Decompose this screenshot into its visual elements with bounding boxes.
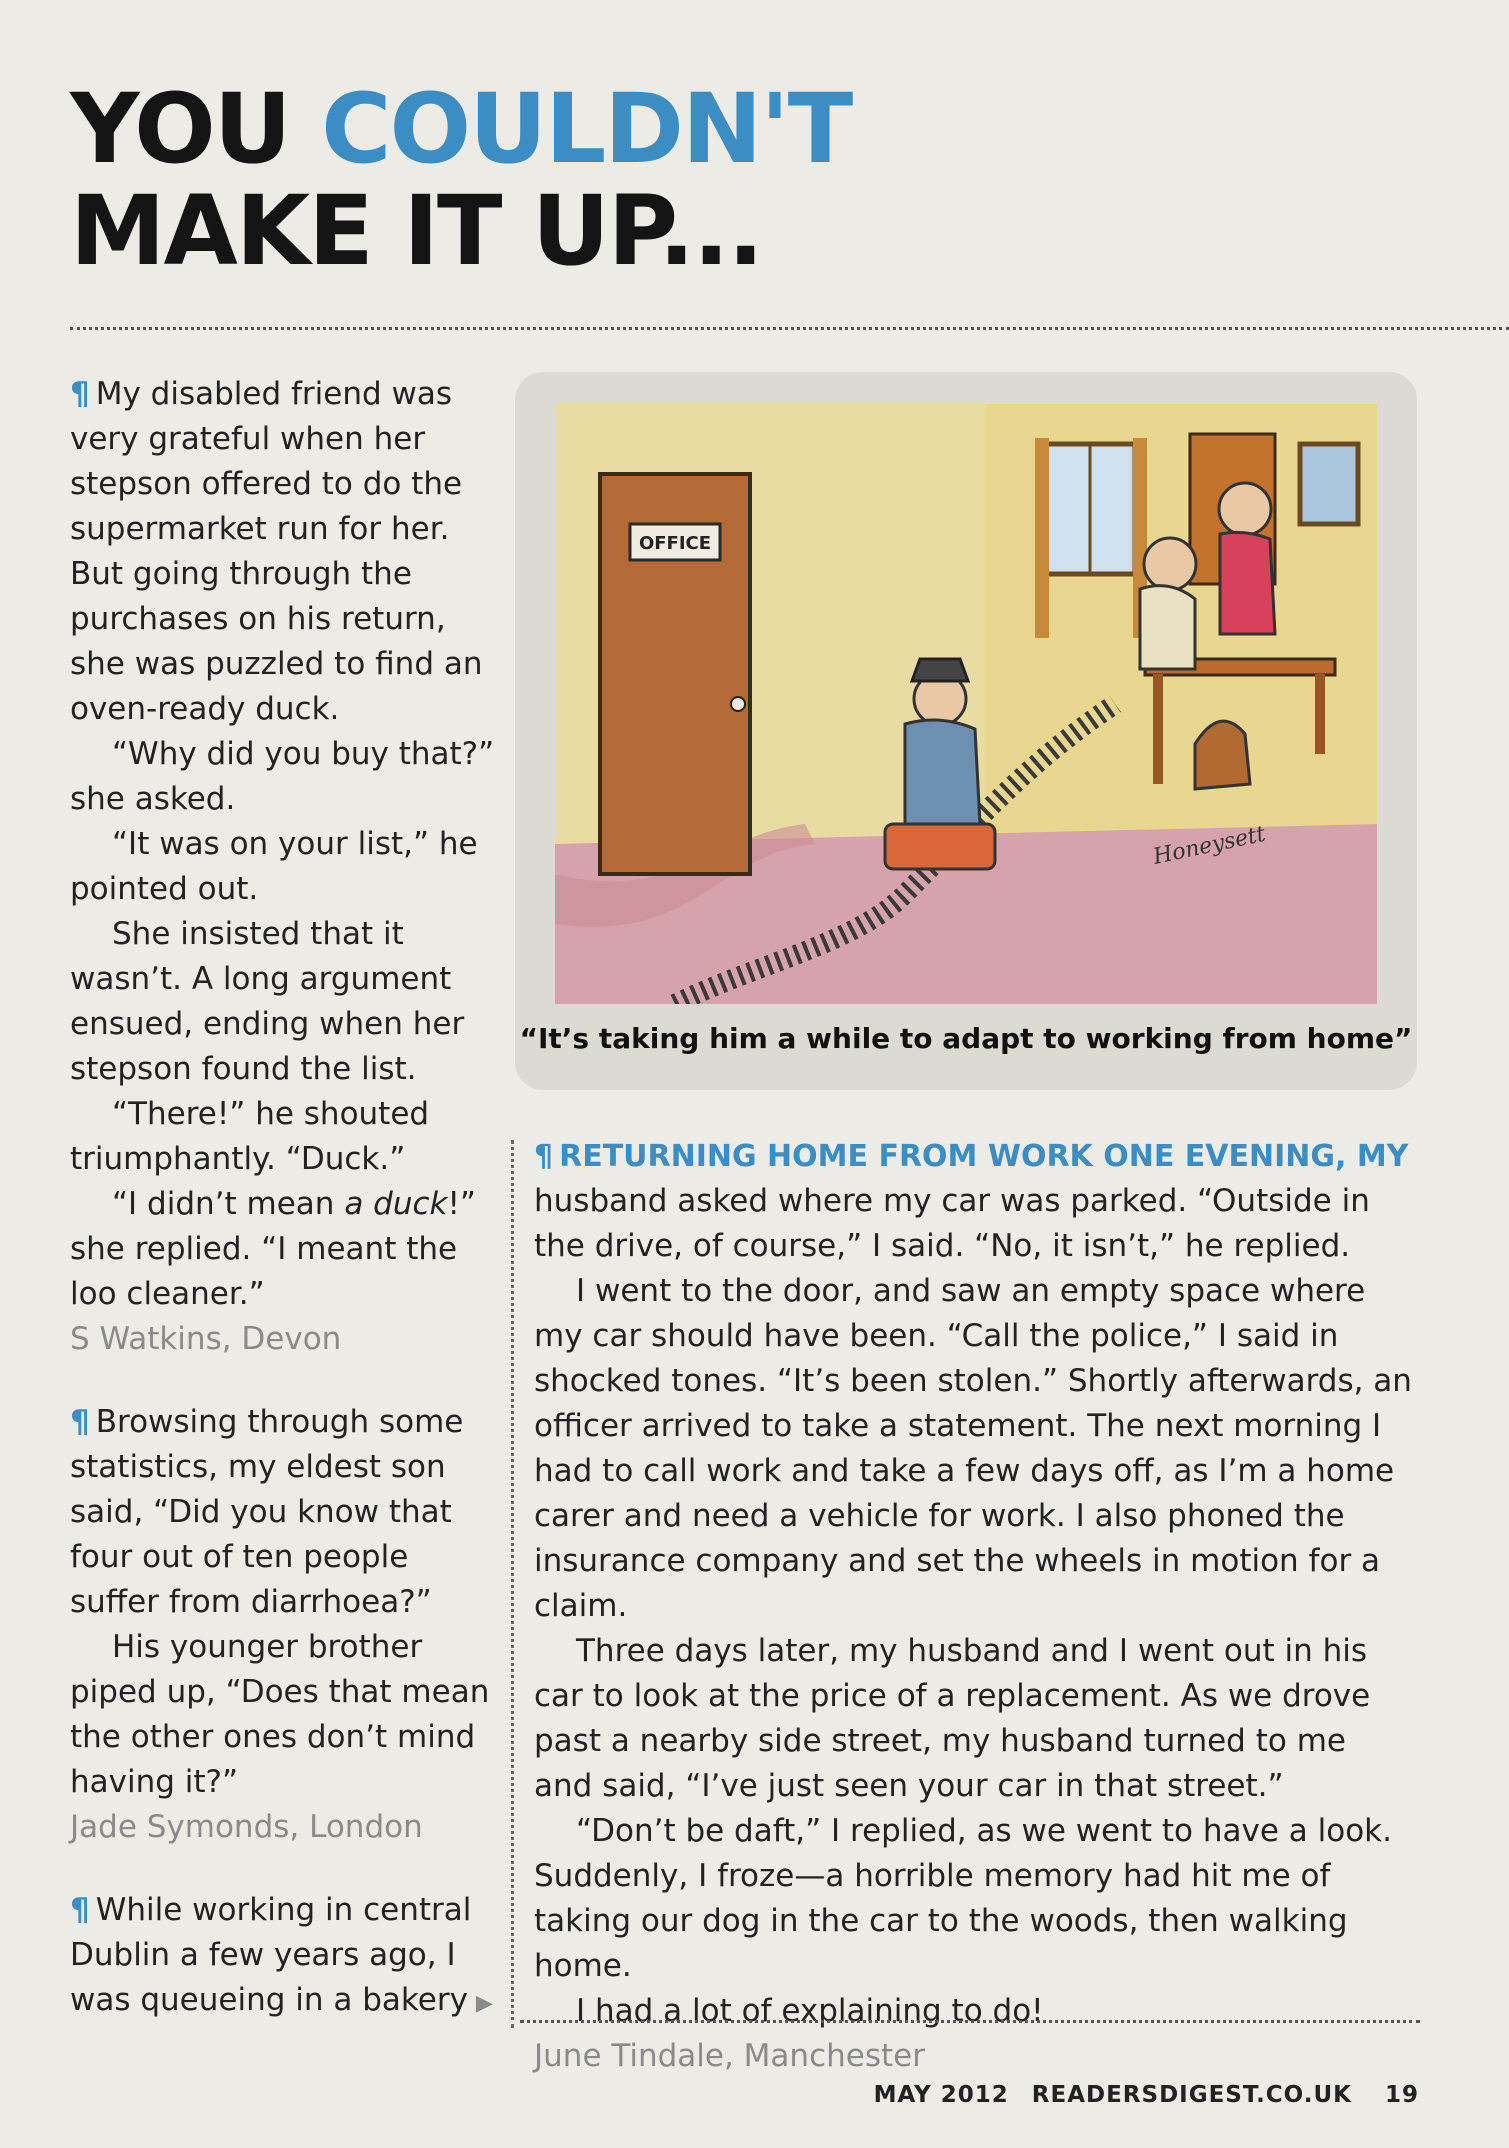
cartoon-seated-man-body [1140, 586, 1195, 669]
cartoon-wall-picture [1300, 444, 1358, 524]
story-paragraph: “Why did you buy that?” she asked. [70, 736, 495, 817]
story-credit: S Watkins, Devon [70, 1321, 342, 1357]
pilcrow-icon: ¶ [70, 1892, 90, 1928]
page-number: 19 [1384, 2082, 1419, 2108]
text-run: “I didn’t mean [112, 1186, 345, 1222]
cartoon-table-leg [1315, 674, 1325, 754]
cartoon-caption: “It’s taking him a while to adapt to working from home” [519, 1022, 1413, 1055]
cartoon-panel [515, 372, 1417, 1090]
cartoon-door-sign-text: OFFICE [638, 533, 712, 554]
lead-text: RETURNING HOME FROM WORK ONE EVENING, MY [559, 1139, 1409, 1174]
story-dublin-bakery [70, 1888, 500, 2026]
cartoon-commuter-body [905, 720, 980, 824]
left-column [70, 372, 500, 2064]
cartoon-illustration [555, 404, 1377, 1004]
cartoon-door-knob [731, 697, 745, 711]
story-paragraph [70, 1182, 500, 1317]
story-paragraph: My disabled friend was very grateful when her stepson offered to do the supermarket run for her. But going through the purchases on his return, she was puzzled to find an oven-ready duck. [70, 376, 483, 727]
footer-issue: MAY 2012 [873, 2082, 1009, 2108]
main-story-lead [534, 1139, 1408, 1174]
headline-word-you: YOU [70, 73, 322, 185]
footer-site: READERSDIGEST.CO.UK [1031, 2082, 1352, 2108]
bottom-dotted-rule [520, 2020, 1420, 2023]
story-paragraph: His younger brother piped up, “Does that mean the other ones don’t mind having it?” [70, 1629, 490, 1800]
headline-line-2: MAKE IT UP... [70, 175, 762, 287]
cartoon-woman-body [1220, 532, 1275, 634]
cartoon-signature: Honeysett [1151, 821, 1268, 870]
emphasis-text: a duck [344, 1186, 448, 1222]
headline-accent: COULDN'T [321, 73, 852, 185]
story-paragraph: “Don’t be daft,” I replied, as we went to have a look. Suddenly, I froze—a horrible memory had hit me of taking our dog in the car to the woods, then walking home. [534, 1813, 1392, 1984]
top-dotted-rule [70, 327, 1509, 330]
pilcrow-icon: ¶ [70, 1404, 90, 1440]
story-credit: June Tindale, Manchester [534, 2038, 925, 2074]
story-credit: Jade Symonds, London [70, 1809, 423, 1845]
text-run: !” she replied. “I meant the loo cleaner.” [70, 1186, 476, 1312]
page-headline [70, 73, 852, 287]
story-statistics [70, 1400, 500, 1850]
cartoon-table-leg [1153, 674, 1163, 784]
cartoon-dog [1195, 721, 1250, 789]
cartoon-woman-head [1219, 483, 1271, 535]
cartoon-toy-train [885, 824, 995, 869]
column-divider [511, 1140, 514, 2028]
cartoon-seated-man-head [1144, 538, 1196, 590]
story-paragraph: I went to the door, and saw an empty space where my car should have been. “Call the police,” I said in shocked tones. “It’s been stolen.” Shortly afterwards, an officer arrived to take a statement. The next morning I had to call work and take a few days off, as I’m a home carer and need a vehicle for work. I also phoned the insurance company and set the wheels in motion for a claim. [534, 1273, 1412, 1624]
story-paragraph: “There!” he shouted triumphantly. “Duck.” [70, 1096, 430, 1177]
story-paragraph: Browsing through some statistics, my eldest son said, “Did you know that four out of ten people suffer from diarrhoea?” [70, 1404, 464, 1620]
pilcrow-icon: ¶ [534, 1139, 554, 1174]
cartoon-curtain-left [1035, 438, 1049, 638]
story-paragraph: She insisted that it wasn’t. A long argument ensued, ending when her stepson found the list. [70, 916, 465, 1087]
story-paragraph: Three days later, my husband and I went out in his car to look at the price of a replacement. As we drove past a nearby side street, my husband turned to me and said, “I’ve just seen your car in that street.” [534, 1633, 1371, 1804]
cartoon-commuter-hat [912, 659, 968, 681]
story-duck [70, 372, 500, 1362]
pilcrow-icon: ¶ [70, 376, 90, 412]
story-paragraph: I had a lot of explaining to do! [576, 1993, 1044, 2029]
continue-arrow-icon: ▶ [475, 1991, 493, 2016]
story-paragraph: While working in central Dublin a few years ago, I was queueing in a bakery [70, 1892, 472, 2018]
story-paragraph: “It was on your list,” he pointed out. [70, 826, 478, 907]
page-footer [874, 2082, 1419, 2108]
story-paragraph: husband asked where my car was parked. “Outside in the drive, of course,” I said. “No, it isn’t,” he replied. [534, 1183, 1370, 1264]
main-story [534, 1134, 1414, 2079]
